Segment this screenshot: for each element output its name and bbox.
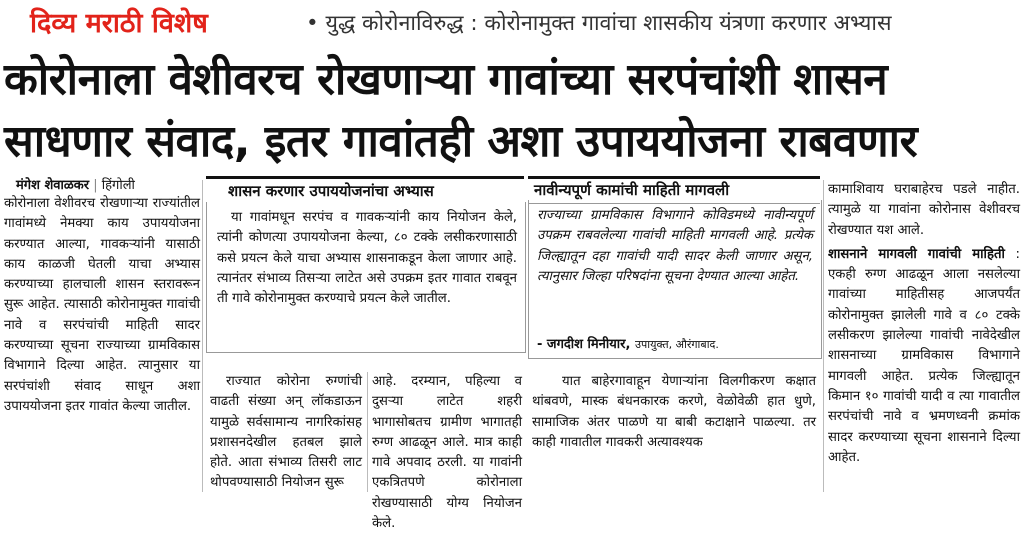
- column-5-subhead: शासनाने मागवली गावांची माहिती: [828, 246, 1005, 262]
- article-column-5: [828, 180, 1020, 468]
- box-2-body-text: राज्याच्या ग्रामविकास विभागाने कोविडमध्ये नावीन्यपूर्ण उपक्रम राबवलेल्या गावांची माहिती मागवली आहे. प्रत्येक जिल्ह्यातून दहा गावांची यादी सादर केली जाणार असून, त्यानुसार जिल्हा परिषदांना सूचना देण्यात आल्या आहेत.: [537, 208, 813, 284]
- box-2: [528, 200, 822, 359]
- headline-line-2: साधणार संवाद, इतर गावांतही अशा उपाययोजना राबवणार: [4, 116, 918, 167]
- box-2-signature: [537, 334, 719, 352]
- box-1: [206, 202, 526, 353]
- article-column-3: [372, 372, 522, 534]
- box-2-body: [529, 200, 821, 287]
- column-5-paragraph-2: [828, 245, 1020, 468]
- article-column-4: [532, 372, 816, 453]
- column-divider: [367, 372, 368, 492]
- column-5-paragraph-1: कामाशिवाय घराबाहेरच पडले नाहीत. त्यामुळे या गावांना कोरोनास वेशीवरच रोखण्यात यश आले.: [828, 182, 1020, 238]
- column-1-paragraph: कोरोनाला वेशीवरच रोखणाऱ्या राज्यांतील गावांमध्ये नेमक्या काय उपाययोजना करण्यात आल्या, गावकऱ्यांनी यासाठी काय काळजी घेतली याचा अभ्यास करण्याच्या हालचाली शासन स्तरावरून सुरू आहेत. त्यासाठी कोरोनामुक्त गावांची नावे व सरपंचांची माहिती सादर करण्याच्या सूचना राज्याच्या ग्रामविकास विभागाने दिल्या आहेत. त्यानुसार या सरपंचांशी संवाद साधून अशा उपाययोजना इतर गावांत केल्या जातील.: [4, 196, 200, 414]
- article-column-2: [210, 372, 362, 494]
- column-5-paragraph-2-text: : एकही रुग्ण आढळून आला नसलेल्या गावांच्या माहितीसह आजपर्यंत कोरोनामुक्त झालेली गावे व ८० टक्के लसीकरण झालेल्या गावांची नावेदेखील शासनाच्या ग्रामविकास विभागाने मागवली आहेत. प्रत्येक जिल्ह्यातून किमान १० गावांची यादी व त्या गावातील सरपंचांची नावे व भ्रमणध्वनी क्रमांक सादर करण्याच्या सूचना शासनाने दिल्या आहेत.: [828, 246, 1020, 465]
- box-1-body: या गावांमधून सरपंच व गावकऱ्यांनी काय नियोजन केले, त्यांनी कोणत्या उपाययोजना केल्या, ८० टक्के लसीकरणासाठी कसे प्रयत्न केले याचा अभ्यास शासनाकडून केला जाणार आहे. त्यानंतर संभाव्य तिसऱ्या लाटेत असे उपक्रम इतर गावात राबवून ती गावे कोरोनामुक्त करण्याचे प्रयत्न केले जातील.: [217, 210, 517, 307]
- column-divider: [202, 180, 203, 492]
- kicker-text: युद्ध कोरोनाविरुद्ध : कोरोनामुक्त गावांचा शासकीय यंत्रणा करणार अभ्यास: [325, 11, 892, 36]
- kicker-bullet: •: [306, 11, 319, 36]
- signature-name: - जगदीश मिनीयार,: [537, 337, 631, 352]
- headline-line-1: कोरोनाला वेशीवरच रोखणाऱ्या गावांच्या सरपंचांशी शासन: [4, 54, 888, 105]
- byline-place: हिंगोली: [101, 178, 135, 193]
- kicker-line: [306, 7, 891, 41]
- article-column-1: [4, 194, 200, 417]
- column-4-paragraph: यात बाहेरगावाहून येणाऱ्यांना विलगीकरण कक्षात थांबवणे, मास्क बंधनकारक करणे, वेळोवेळी हात धुणे, सामाजिक अंतर पाळणे या बाबी कटाक्षाने पाळल्या. तर काही गावातील गावकरी अत्यावश्यक: [532, 374, 816, 450]
- byline-author: मंगेश शेवाळकर: [16, 178, 90, 193]
- signature-role: उपायुक्त, औरंगाबाद.: [634, 338, 719, 351]
- box-2-heading: नावीन्यपूर्ण कामांची माहिती मागवली: [534, 181, 730, 199]
- column-3-paragraph: आहे. दरम्यान, पहिल्या व दुसऱ्या लाटेत शहरी भागासोबतच ग्रामीण भागातही रुग्ण आढळून आले. मात्र काही गावे अपवाद ठरली. या गावांनी एकत्रितपणे कोरोनाला रोखण्यासाठी योग्य नियोजन केले.: [372, 374, 522, 532]
- byline: [16, 175, 135, 193]
- column-divider: [823, 180, 824, 492]
- byline-separator: |: [93, 178, 98, 193]
- column-2-paragraph: राज्यात कोरोना रुग्णांची वाढती संख्या अन् लॉकडाऊन यामुळे सर्वसामान्य नागरिकांसह प्रशासनदेखील हतबल झाले होते. आता संभाव्य तिसरी लाट थोपवण्यासाठी नियोजन सुरू: [210, 374, 362, 491]
- box-1-heading: शासन करणार उपाययोजनांचा अभ्यास: [228, 182, 434, 200]
- section-brand: दिव्य मराठी विशेष: [30, 8, 208, 39]
